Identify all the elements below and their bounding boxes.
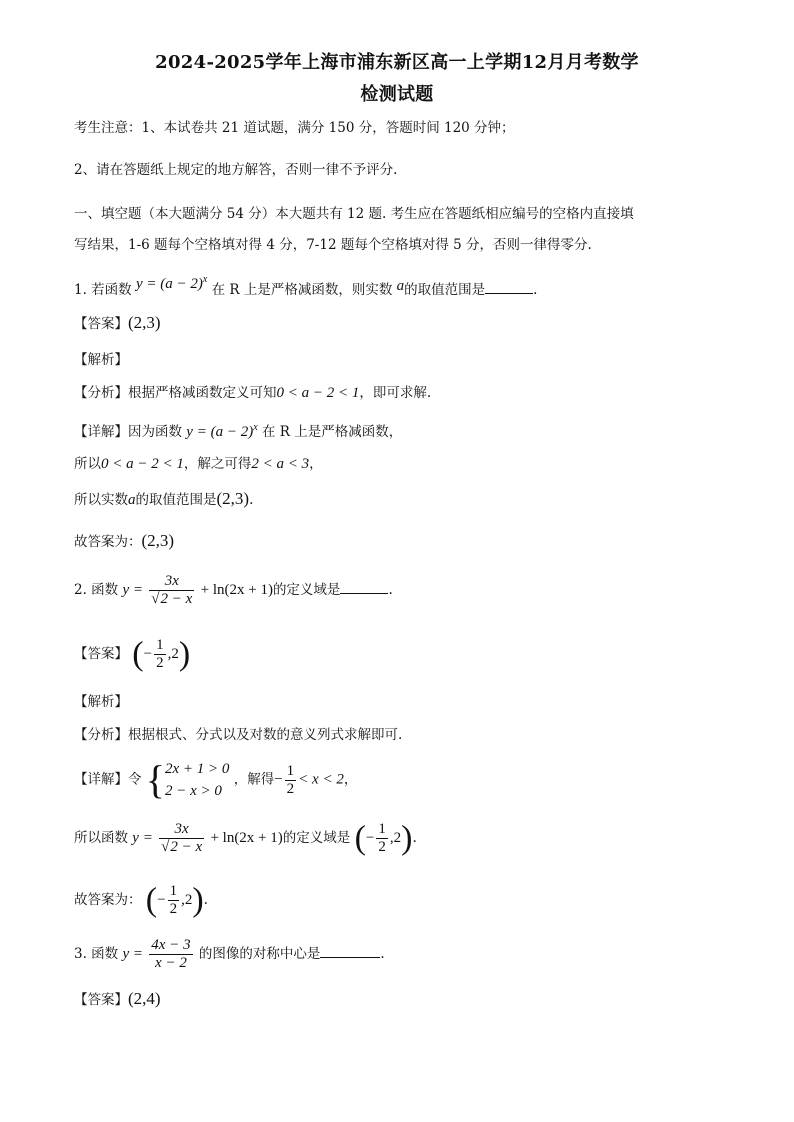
q2-answer: 【答案】 (− $\frac{1}{2}$ ,2) [74,635,191,673]
q2-detail: 【详解】令 { 2x + 1 > 0 2 − x > 0 ，解得− $\frac{1}{2}$ < x < 2， [74,757,358,802]
q1-answer: 【答案】(2,3) [74,313,161,332]
q3-answer-blank [320,943,380,958]
document-title-line1: 2024-2025学年上海市浦东新区高一上学期12月月考数学 [155,52,639,73]
notice-line1: 考生注意：1、本试卷共 21 道试题，满分 150 分，答题时间 120 分钟； [74,120,515,136]
q2-statement: 2. 函数 y = $\frac{3x}{√2 - x}$ + ln(2x + 1)的定义域是 . [74,573,393,607]
q3-answer: 【答案】(2,4) [74,989,161,1008]
q1-fenxi: 【分析】根据严格减函数定义可知0 < a − 2 < 1，即可求解. [74,385,432,401]
q2-step2: 所以函数 y = $\frac{3x}{√2 - x}$ + ln(2x + 1)的定义域是 (− $\frac{1}{2}$ ,2). [74,819,417,857]
q1-final: 故答案为：(2,3) [74,531,175,550]
q2-final: 故答案为： (− $\frac{1}{2}$ ,2). [74,881,208,919]
q3-statement: 3. 函数 y = $\frac{4x - 3}{x - 2}$ 的图像的对称中心是 . [74,937,385,971]
q1-step2: 所以0 < a − 2 < 1，解之可得2 < a < 3， [74,456,323,472]
q1-detail: 【详解】因为函数 $y = (a - 2)^x$ 在 R 上是严格减函数， [74,422,403,440]
document-title-line2: 检测试题 [360,84,434,105]
q1-statement: 1. 若函数 $y = (a - 2)^x$ 在 R 上是严格减函数，则实数 a的取值范围是 . [74,274,538,298]
notice-line2: 2、请在答题纸上规定的地方解答，否则一律不予评分. [74,162,398,178]
q1-answer-blank [485,279,533,294]
q1-step3: 所以实数a的取值范围是(2,3). [74,489,254,508]
q2-fenxi: 【分析】根据根式、分式以及对数的意义列式求解即可. [74,727,403,743]
section1-line2: 写结果，1-6 题每个空格填对得 4 分，7-12 题每个空格填对得 5 分，否则一律得零分. [74,237,592,253]
q2-answer-blank [340,579,388,594]
q1-analysis-label: 【解析】 [74,352,128,368]
section1-line1: 一、填空题（本大题满分 54 分）本大题共有 12 题. 考生应在答题纸相应编号的空格内直接填 [74,206,634,222]
q2-analysis-label: 【解析】 [74,694,128,710]
